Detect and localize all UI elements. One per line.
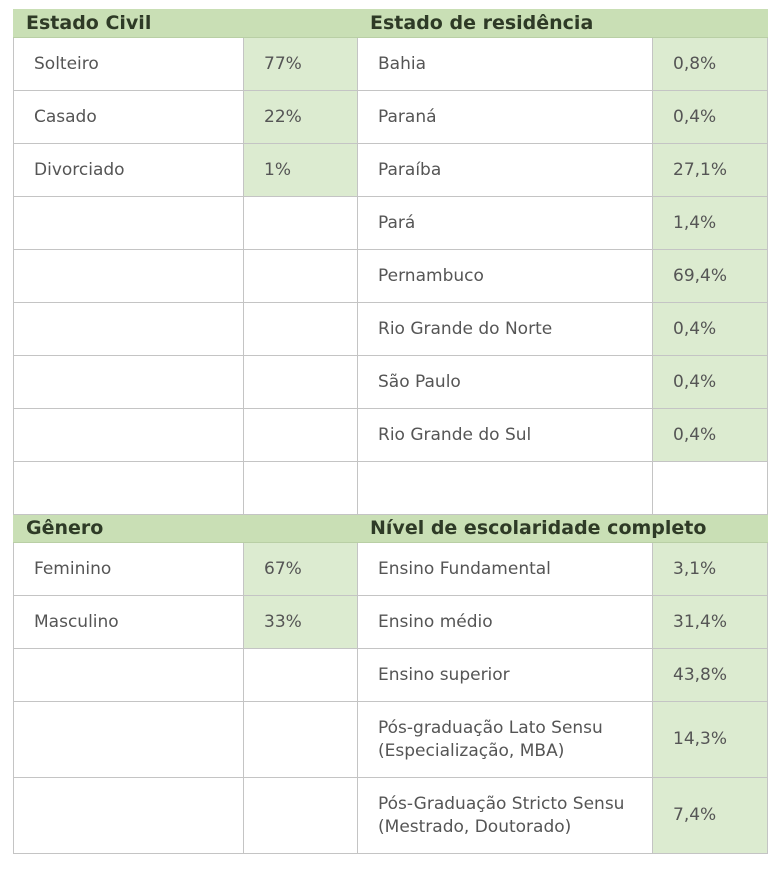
demographics-table	[13, 9, 768, 854]
table-row	[14, 778, 768, 854]
empty-cell	[14, 356, 244, 409]
table-row	[14, 409, 768, 462]
empty-cell	[14, 702, 244, 778]
estado-civil-value: 1%	[244, 144, 358, 197]
table-row	[14, 250, 768, 303]
estado-residencia-value: 0,4%	[653, 409, 768, 462]
estado-residencia-value: 0,4%	[653, 303, 768, 356]
table-row	[14, 596, 768, 649]
escolaridade-value: 7,4%	[653, 778, 768, 854]
estado-residencia-value: 27,1%	[653, 144, 768, 197]
estado-civil-title: Estado Civil	[14, 10, 358, 38]
table-row	[14, 702, 768, 778]
empty-cell	[244, 356, 358, 409]
genero-label: Masculino	[14, 596, 244, 649]
empty-cell	[14, 778, 244, 854]
table-row	[14, 91, 768, 144]
empty-cell	[14, 462, 244, 515]
genero-title: Gênero	[14, 515, 358, 543]
escolaridade-title: Nível de escolaridade completo	[358, 515, 768, 543]
genero-value: 33%	[244, 596, 358, 649]
escolaridade-label: Ensino médio	[358, 596, 653, 649]
table-row	[14, 356, 768, 409]
empty-cell	[14, 197, 244, 250]
estado-residencia-label: Paraná	[358, 91, 653, 144]
escolaridade-value: 31,4%	[653, 596, 768, 649]
empty-cell	[244, 409, 358, 462]
genero-value: 67%	[244, 543, 358, 596]
estado-residencia-value: 0,8%	[653, 38, 768, 91]
estado-civil-label: Solteiro	[14, 38, 244, 91]
empty-cell	[653, 462, 768, 515]
empty-cell	[244, 462, 358, 515]
estado-residencia-title: Estado de residência	[358, 10, 768, 38]
empty-cell	[14, 250, 244, 303]
empty-cell	[14, 303, 244, 356]
table-row	[14, 303, 768, 356]
escolaridade-value: 43,8%	[653, 649, 768, 702]
empty-cell	[244, 702, 358, 778]
estado-civil-value: 22%	[244, 91, 358, 144]
escolaridade-value: 3,1%	[653, 543, 768, 596]
estado-residencia-label: Rio Grande do Norte	[358, 303, 653, 356]
escolaridade-label-line1: Pós-graduação Lato Sensu	[378, 717, 603, 738]
empty-cell	[14, 649, 244, 702]
empty-cell	[14, 409, 244, 462]
estado-residencia-value: 69,4%	[653, 250, 768, 303]
header-row-bottom	[14, 515, 768, 543]
table-row	[14, 649, 768, 702]
table-row-empty	[14, 462, 768, 515]
estado-civil-label: Casado	[14, 91, 244, 144]
estado-civil-label: Divorciado	[14, 144, 244, 197]
escolaridade-value: 14,3%	[653, 702, 768, 778]
empty-cell	[244, 250, 358, 303]
escolaridade-label-line2: (Mestrado, Doutorado)	[378, 816, 572, 837]
estado-residencia-label: São Paulo	[358, 356, 653, 409]
header-row-top	[14, 10, 768, 38]
empty-cell	[244, 197, 358, 250]
empty-cell	[358, 462, 653, 515]
escolaridade-label	[358, 778, 653, 854]
empty-cell	[244, 303, 358, 356]
empty-cell	[244, 649, 358, 702]
escolaridade-label-line2: (Especialização, MBA)	[378, 740, 565, 761]
escolaridade-label: Ensino Fundamental	[358, 543, 653, 596]
estado-residencia-value: 1,4%	[653, 197, 768, 250]
table-row	[14, 197, 768, 250]
estado-residencia-value: 0,4%	[653, 91, 768, 144]
empty-cell	[244, 778, 358, 854]
escolaridade-label	[358, 702, 653, 778]
table-row	[14, 543, 768, 596]
table-row	[14, 144, 768, 197]
estado-residencia-label: Pará	[358, 197, 653, 250]
estado-residencia-label: Pernambuco	[358, 250, 653, 303]
estado-residencia-label: Rio Grande do Sul	[358, 409, 653, 462]
estado-residencia-label: Paraíba	[358, 144, 653, 197]
estado-residencia-value: 0,4%	[653, 356, 768, 409]
table-row	[14, 38, 768, 91]
escolaridade-label-line1: Pós-Graduação Stricto Sensu	[378, 793, 625, 814]
estado-civil-value: 77%	[244, 38, 358, 91]
genero-label: Feminino	[14, 543, 244, 596]
escolaridade-label: Ensino superior	[358, 649, 653, 702]
estado-residencia-label: Bahia	[358, 38, 653, 91]
